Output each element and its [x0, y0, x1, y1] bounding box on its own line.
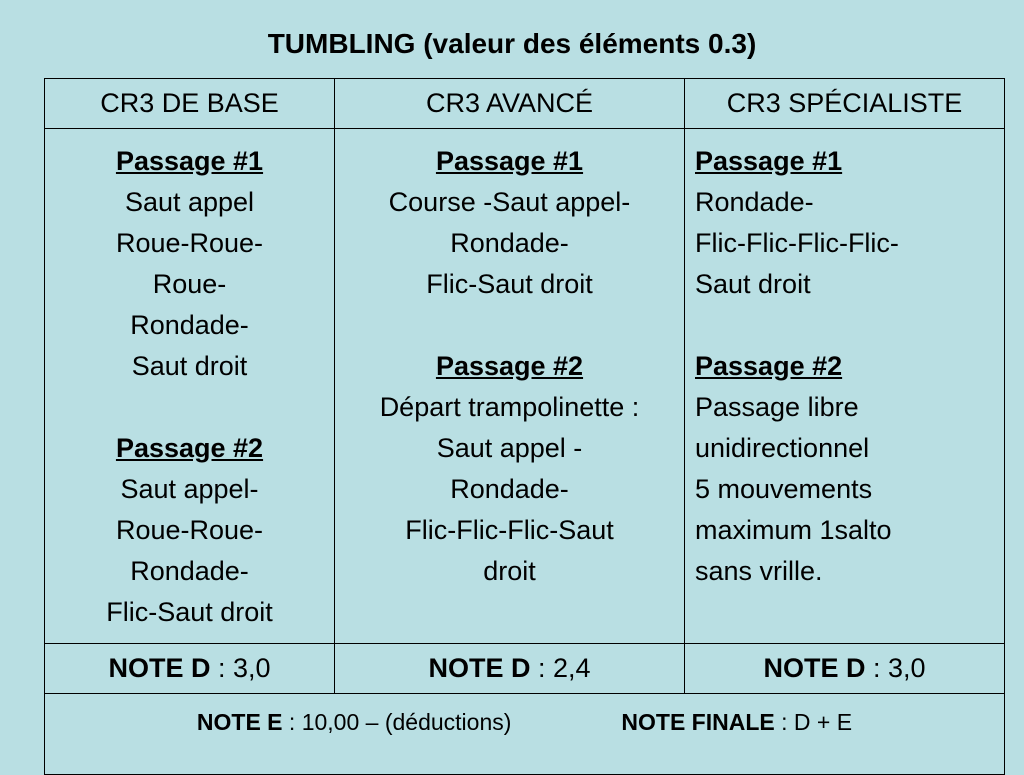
- note-e-value: : 10,00 – (déductions): [282, 709, 512, 735]
- note-d-specialiste: NOTE D : 3,0: [685, 644, 1005, 694]
- passage-title: Passage #2: [695, 351, 843, 381]
- header-cr3-specialiste: CR3 SPÉCIALISTE: [685, 79, 1005, 129]
- passage-line: maximum 1salto: [695, 515, 892, 545]
- passage-title: Passage #1: [435, 146, 584, 176]
- passage-line: Rondade-: [450, 228, 569, 258]
- passage-line: Saut droit: [131, 351, 248, 381]
- note-finale-label: NOTE FINALE: [621, 709, 775, 735]
- cell-cr3-base: [45, 129, 335, 644]
- passage-title: Passage #1: [115, 146, 264, 176]
- passage-line: Roue-Roue-: [115, 228, 264, 258]
- page-title: TUMBLING (valeur des éléments 0.3): [267, 28, 757, 59]
- note-d-avance: NOTE D : 2,4: [335, 644, 685, 694]
- passage-line: Rondade-: [450, 474, 569, 504]
- passage-line: Course -Saut appel-: [388, 187, 631, 217]
- passage-line: Passage libre: [695, 392, 859, 422]
- cell-cr3-specialiste: [685, 129, 1005, 644]
- passage-line: droit: [483, 556, 536, 586]
- passage-title: Passage #2: [435, 351, 584, 381]
- passage-line: Saut appel-: [120, 474, 259, 504]
- header-cr3-base: CR3 DE BASE: [45, 79, 335, 129]
- header-row: [45, 79, 1005, 129]
- passage-title: Passage #1: [695, 146, 843, 176]
- note-d-base: NOTE D : 3,0: [45, 644, 335, 694]
- passage-line: unidirectionnel: [695, 433, 870, 463]
- passage-line: Roue-: [152, 269, 227, 299]
- note-e-label: NOTE E: [196, 709, 283, 735]
- footer-row: [45, 694, 1005, 775]
- cell-cr3-avance: [335, 129, 685, 644]
- passage-line: Rondade-: [130, 556, 249, 586]
- passage-title: Passage #2: [115, 433, 264, 463]
- footer-cell: [45, 694, 1005, 775]
- passage-line: sans vrille.: [695, 556, 823, 586]
- passage-line: Saut appel -: [436, 433, 583, 463]
- passage-line: Saut droit: [695, 269, 811, 299]
- header-cr3-avance: CR3 AVANCÉ: [335, 79, 685, 129]
- note-finale-value: : D + E: [774, 709, 853, 735]
- passage-line: Flic-Flic-Flic-Saut: [405, 515, 614, 545]
- passage-line: Saut appel: [124, 187, 255, 217]
- passage-line: 5 mouvements: [695, 474, 873, 504]
- passage-line: Roue-Roue-: [115, 515, 264, 545]
- passage-line: Rondade-: [695, 187, 814, 217]
- note-d-row: [45, 644, 1005, 694]
- passage-line: Flic-Flic-Flic-Flic-: [695, 228, 899, 258]
- passages-row: [45, 129, 1005, 644]
- tumbling-table: [44, 78, 1005, 775]
- passage-line: Départ trampolinette :: [379, 392, 640, 422]
- passage-line: Rondade-: [130, 310, 249, 340]
- passage-line: Flic-Saut droit: [426, 269, 593, 299]
- passage-line: Flic-Saut droit: [106, 597, 273, 627]
